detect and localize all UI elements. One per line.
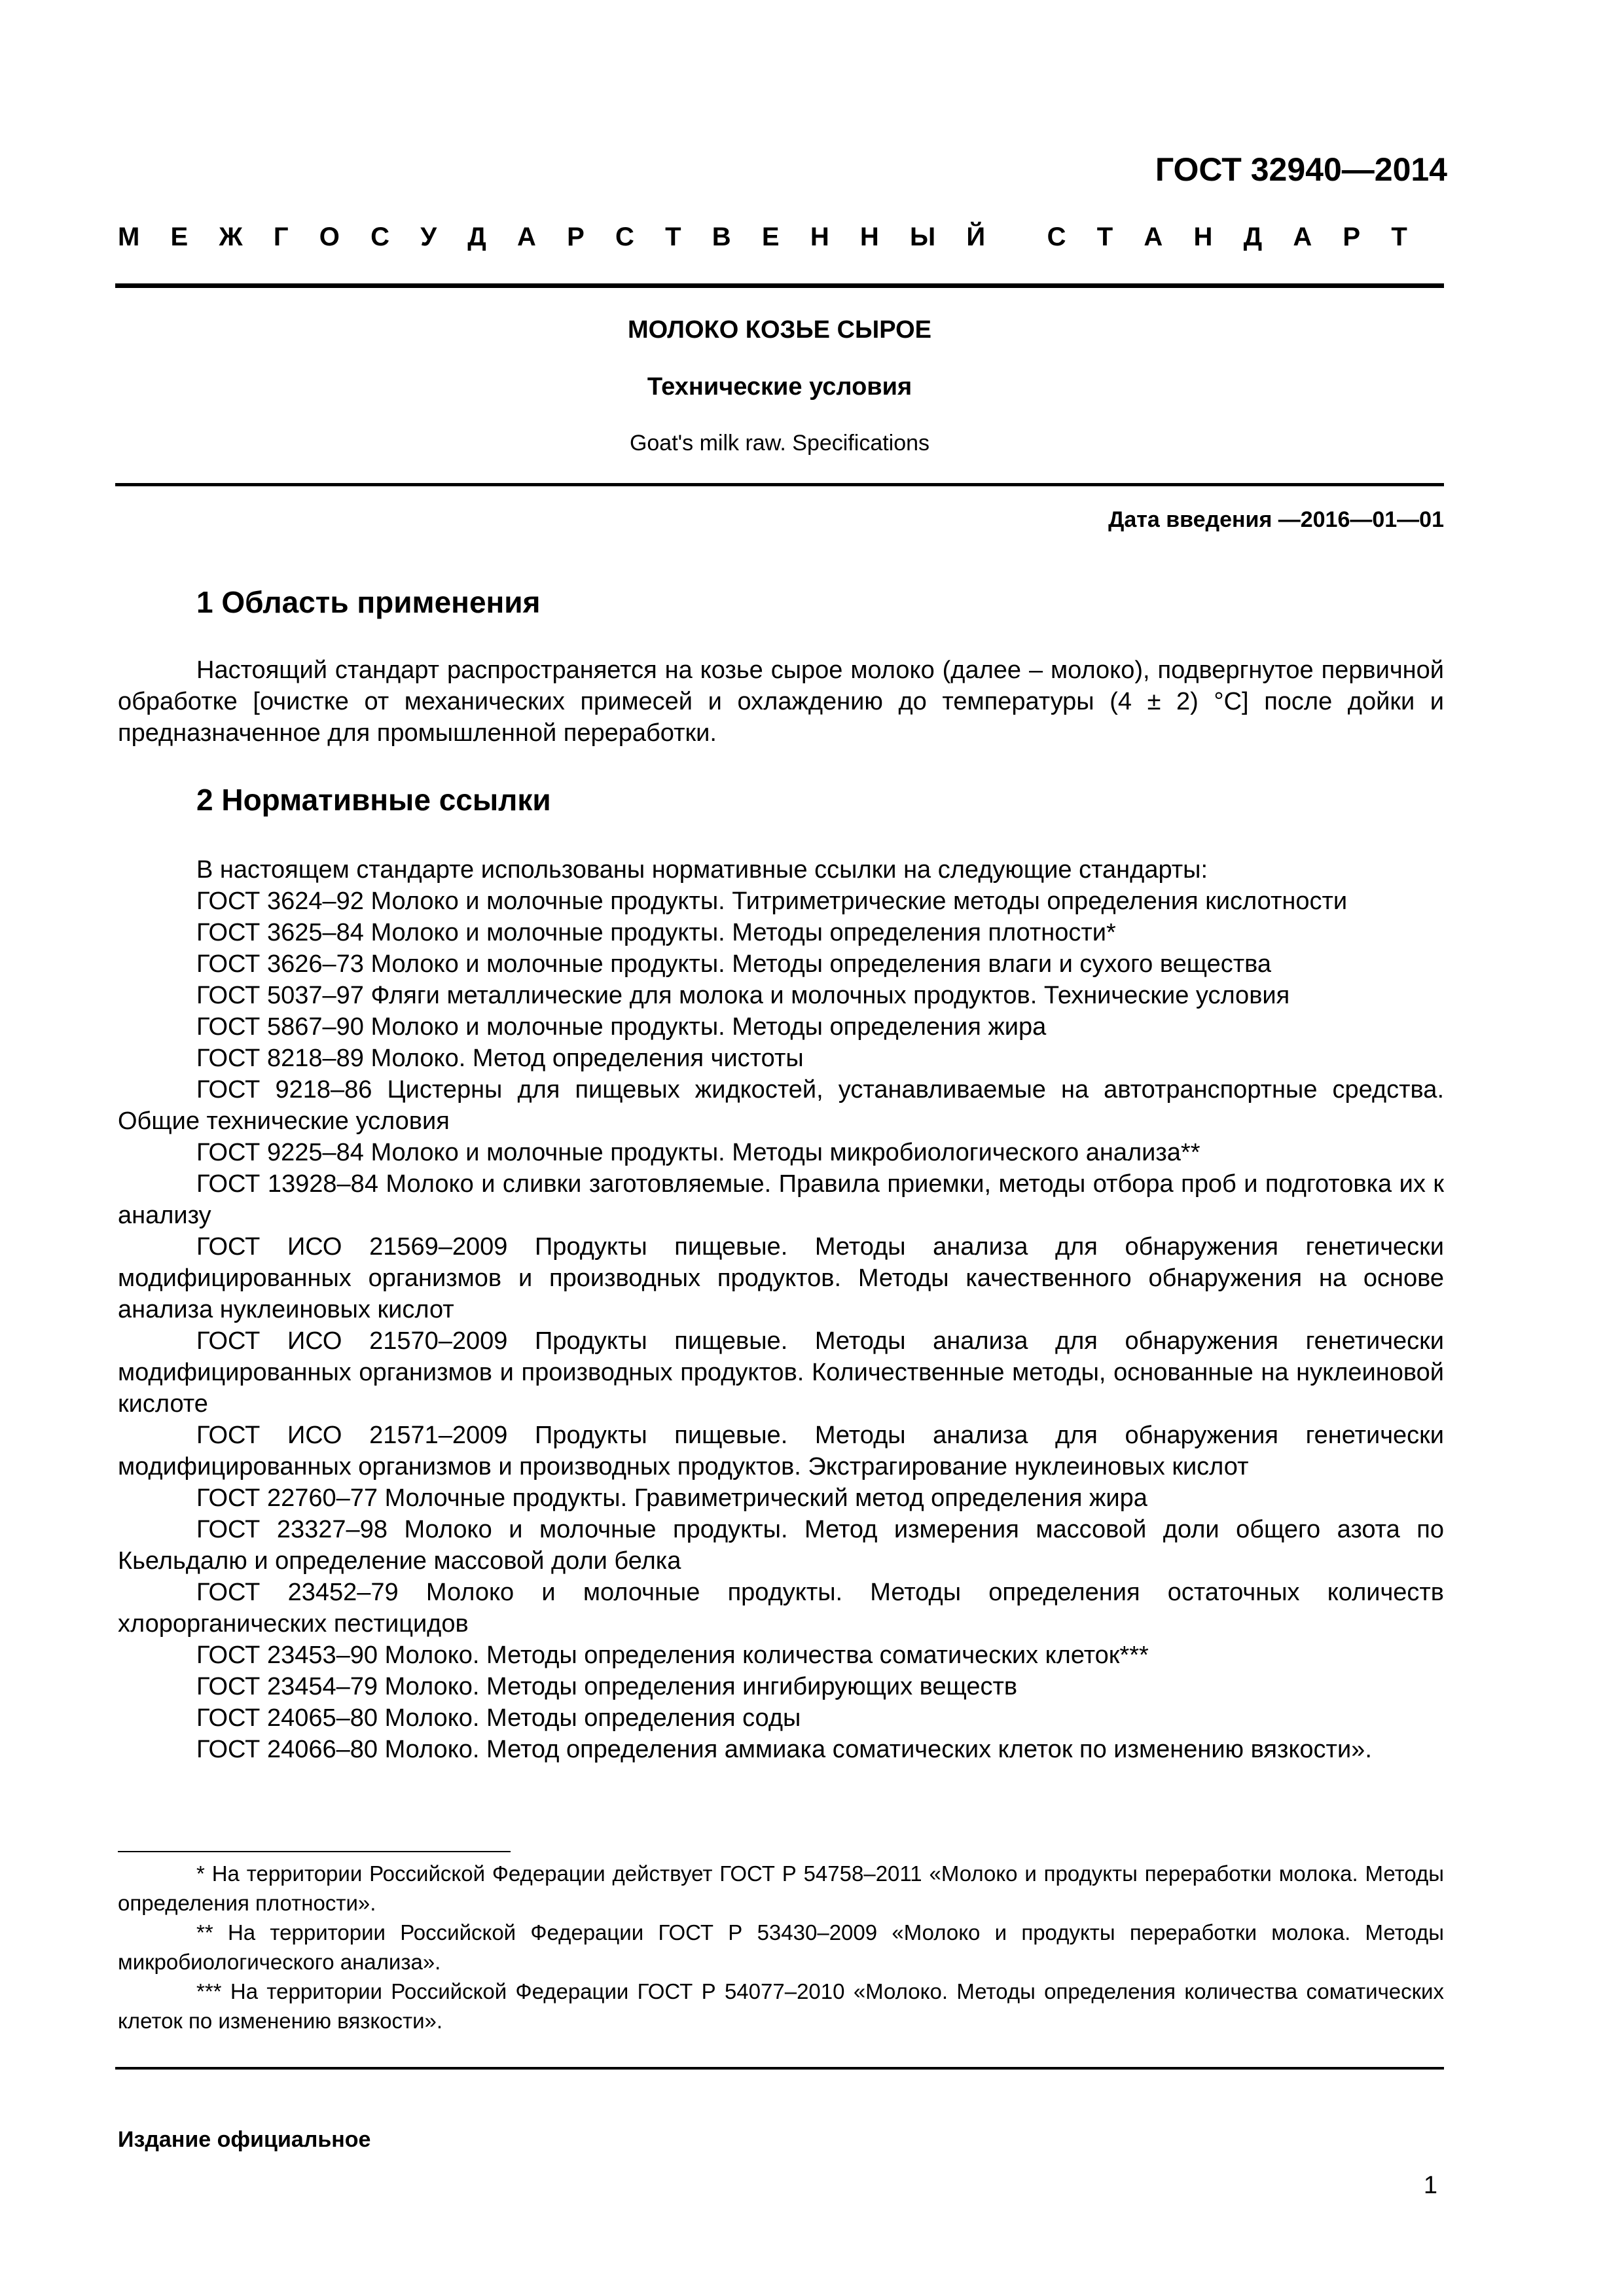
footnotes [118,1859,1444,2036]
reference-item: ГОСТ 8218–89 Молоко. Метод определения чистоты [196,1045,804,1072]
header-rule [115,283,1444,288]
reference-item: ГОСТ 13928–84 Молоко и сливки заготовляемые. Правила приемки, методы отбора проб и подготовка их к анализу [118,1170,1444,1229]
heading-letter: О [319,223,340,251]
paragraph: Настоящий стандарт распространяется на козье сырое молоко (далее – молоко), подвергнутое первичной обработке [очистке от механических примесей и охлаждению до температуры (4 ± 2) °С] после дойки и предназначенное для промышленной переработки. [118,656,1444,747]
reference-item: ГОСТ ИСО 21569–2009 Продукты пищевые. Методы анализа для обнаружения генетически модифицированных организмов и производных продуктов. Методы качественного обнаружения на основе анализа нуклеиновых кислот [118,1233,1444,1323]
heading-letter: С [370,223,389,251]
reference-item: ГОСТ 9225–84 Молоко и молочные продукты. Методы микробиологического анализа** [196,1139,1200,1166]
heading-letter: А [1293,223,1312,251]
interstate-standard-heading [118,223,1407,252]
document-subtitle: Технические условия [647,373,912,401]
heading-letter: Ы [910,223,936,251]
normative-references-list [118,854,1444,1765]
heading-letter: Д [467,223,486,251]
heading-letter: Н [1193,223,1213,251]
heading-letter: А [1144,223,1163,251]
heading-letter: М [118,223,140,251]
heading-letter: Е [170,223,189,251]
heading-letter: Д [1243,223,1263,251]
heading-letter: Р [1343,223,1361,251]
reference-item: ГОСТ 24066–80 Молоко. Метод определения аммиака соматических клеток по изменению вязкости». [196,1736,1372,1763]
reference-item: ГОСТ 3624–92 Молоко и молочные продукты. Титриметрические методы определения кислотности [196,888,1348,915]
heading-letter: Г [273,223,289,251]
heading-letter: С [615,223,634,251]
reference-item: ГОСТ 23453–90 Молоко. Методы определения количества соматических клеток*** [196,1641,1149,1669]
heading-letter: С [1047,223,1066,251]
title-rule [115,483,1444,486]
english-title: Goat's milk raw. Specifications [629,431,930,456]
reference-item: ГОСТ 5867–90 Молоко и молочные продукты. Методы определения жира [196,1013,1047,1041]
reference-item: ГОСТ 5037–97 Фляги металлические для молока и молочных продуктов. Технические условия [196,982,1290,1009]
heading-letter: У [420,223,437,251]
reference-item: ГОСТ 9218–86 Цистерны для пищевых жидкостей, устанавливаемые на автотранспортные средства. Общие технические условия [118,1076,1444,1135]
heading-letter: Т [1096,223,1113,251]
footer-rule [115,2067,1444,2070]
document-title: МОЛОКО КОЗЬЕ СЫРОЕ [628,316,931,344]
reference-item: ГОСТ 23454–79 Молоко. Методы определения ингибирующих веществ [196,1673,1018,1700]
reference-item: ГОСТ ИСО 21571–2009 Продукты пищевые. Методы анализа для обнаружения генетически модифицированных организмов и производных продуктов. Экстрагирование нуклеиновых кислот [118,1422,1444,1480]
introduction-date: Дата введения —2016—01—01 [1108,507,1444,532]
footnote: *** На территории Российской Федерации ГОСТ Р 54077–2010 «Молоко. Методы определения количества соматических клеток по изменению вязкости». [118,1979,1444,2033]
reference-item: ГОСТ 3626–73 Молоко и молочные продукты. Методы определения влаги и сухого вещества [196,950,1272,978]
heading-letter: Й [966,223,986,251]
section-1-body [118,655,1444,749]
official-edition-label: Издание официальное [118,2127,371,2152]
paragraph: В настоящем стандарте использованы нормативные ссылки на следующие стандарты: [196,856,1208,884]
heading-letter: В [712,223,731,251]
reference-item: ГОСТ ИСО 21570–2009 Продукты пищевые. Методы анализа для обнаружения генетически модифицированных организмов и производных продуктов. Количественные методы, основанные на нуклеиновой кислоте [118,1327,1444,1418]
section-2-title: 2 Нормативные ссылки [196,783,551,817]
heading-letter: Т [1391,223,1407,251]
heading-letter: Н [859,223,879,251]
heading-letter: Е [761,223,780,251]
heading-letter: Р [567,223,585,251]
reference-item: ГОСТ 23452–79 Молоко и молочные продукты. Методы определения остаточных количеств хлорорганических пестицидов [118,1579,1444,1638]
heading-letter: Ж [219,223,243,251]
heading-letter: Т [665,223,681,251]
reference-item: ГОСТ 24065–80 Молоко. Методы определения соды [196,1704,801,1732]
footnote: ** На территории Российской Федерации ГОСТ Р 53430–2009 «Молоко и продукты переработки молока. Методы микробиологического анализа». [118,1920,1444,1974]
reference-item: ГОСТ 22760–77 Молочные продукты. Гравиметрический метод определения жира [196,1484,1147,1512]
footnote-separator [118,1851,511,1852]
reference-item: ГОСТ 23327–98 Молоко и молочные продукты. Метод измерения массовой доли общего азота по Кьельдалю и определение массовой доли белка [118,1516,1444,1575]
footnote: * На территории Российской Федерации действует ГОСТ Р 54758–2011 «Молоко и продукты переработки молока. Методы определения плотности». [118,1861,1444,1915]
reference-item: ГОСТ 3625–84 Молоко и молочные продукты. Методы определения плотности* [196,919,1116,946]
document-number: ГОСТ 32940—2014 [1155,151,1447,188]
section-1-title: 1 Область применения [196,585,541,619]
heading-letter: А [517,223,536,251]
page-number: 1 [1423,2172,1437,2199]
heading-letter: Н [810,223,829,251]
